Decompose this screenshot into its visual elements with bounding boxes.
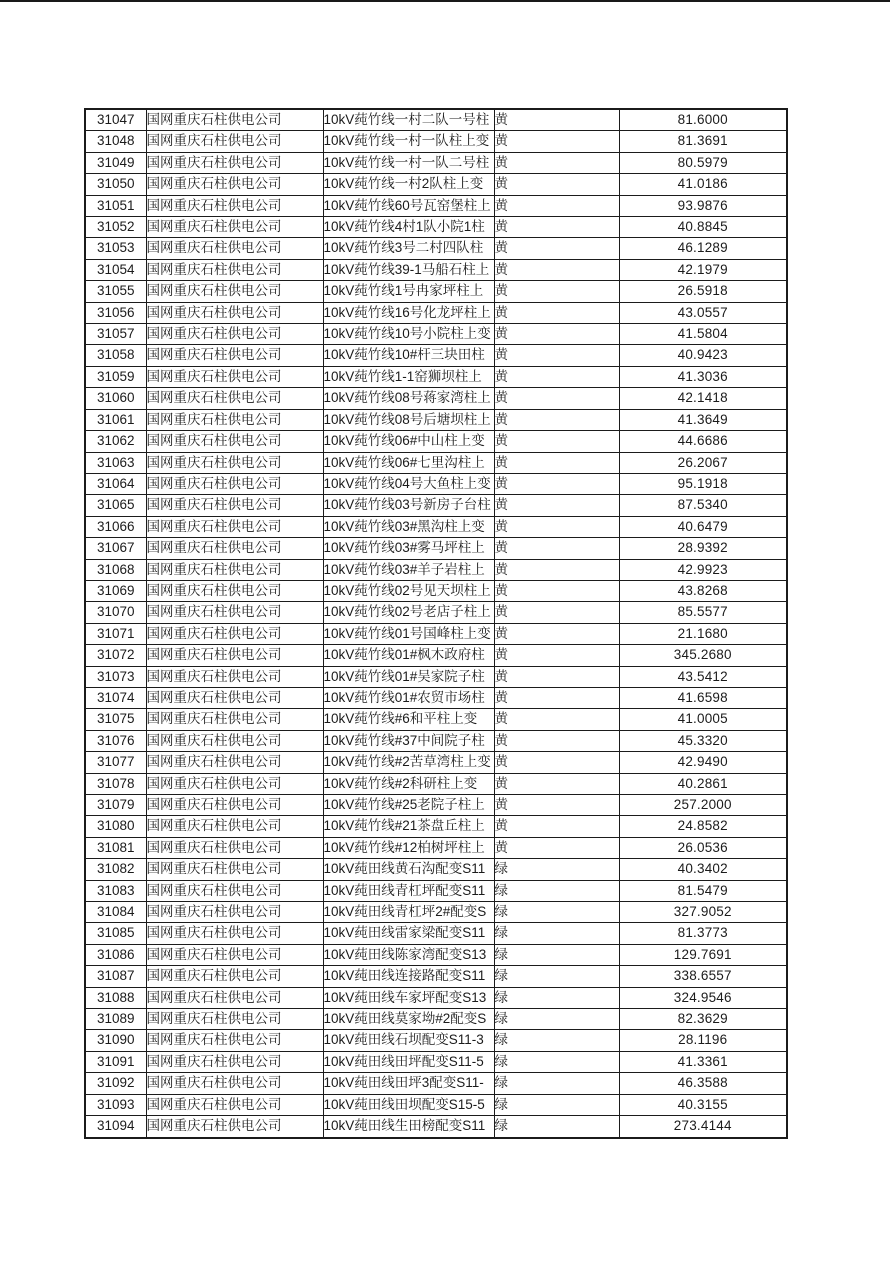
table-row	[85, 174, 787, 195]
cell-color-flag: 黄	[494, 516, 619, 537]
cell-row-id: 31053	[85, 238, 146, 259]
cell-company: 国网重庆石柱供电公司	[146, 752, 323, 773]
cell-line-name: 10kV莼竹线16号化龙坪柱上	[323, 302, 494, 323]
cell-company: 国网重庆石柱供电公司	[146, 1030, 323, 1051]
table-row	[85, 944, 787, 965]
cell-row-id: 31063	[85, 452, 146, 473]
cell-color-flag: 黄	[494, 388, 619, 409]
cell-color-flag: 黄	[494, 580, 619, 601]
table-row	[85, 816, 787, 837]
table-row	[85, 452, 787, 473]
cell-company: 国网重庆石柱供电公司	[146, 388, 323, 409]
cell-company: 国网重庆石柱供电公司	[146, 623, 323, 644]
cell-company: 国网重庆石柱供电公司	[146, 1094, 323, 1115]
cell-line-name: 10kV莼竹线一村一队二号柱	[323, 152, 494, 173]
cell-row-id: 31078	[85, 773, 146, 794]
cell-line-name: 10kV莼田线生田榜配变S11	[323, 1116, 494, 1138]
cell-value: 273.4144	[619, 1116, 787, 1138]
cell-color-flag: 黄	[494, 623, 619, 644]
table-row	[85, 217, 787, 238]
cell-line-name: 10kV莼竹线02号老店子柱上	[323, 602, 494, 623]
data-table-body	[85, 109, 787, 1138]
cell-value: 42.9490	[619, 752, 787, 773]
cell-line-name: 10kV莼田线田坪3配变S11-	[323, 1073, 494, 1094]
cell-value: 40.9423	[619, 345, 787, 366]
cell-line-name: 10kV莼田线石坝配变S11-3	[323, 1030, 494, 1051]
cell-value: 40.6479	[619, 516, 787, 537]
cell-row-id: 31086	[85, 944, 146, 965]
table-row	[85, 109, 787, 131]
cell-row-id: 31093	[85, 1094, 146, 1115]
cell-color-flag: 黄	[494, 473, 619, 494]
cell-row-id: 31089	[85, 1009, 146, 1030]
cell-line-name: 10kV莼田线田坪配变S11-5	[323, 1051, 494, 1072]
cell-value: 45.3320	[619, 730, 787, 751]
cell-line-name: 10kV莼田线雷家梁配变S11	[323, 923, 494, 944]
cell-value: 28.9392	[619, 538, 787, 559]
cell-value: 41.3361	[619, 1051, 787, 1072]
cell-row-id: 31064	[85, 473, 146, 494]
cell-line-name: 10kV莼田线莫家坳#2配变S	[323, 1009, 494, 1030]
cell-line-name: 10kV莼竹线03号新房子台柱	[323, 495, 494, 516]
cell-company: 国网重庆石柱供电公司	[146, 217, 323, 238]
cell-row-id: 31057	[85, 324, 146, 345]
table-row	[85, 195, 787, 216]
table-row	[85, 1073, 787, 1094]
cell-row-id: 31047	[85, 109, 146, 131]
cell-color-flag: 黄	[494, 559, 619, 580]
table-row	[85, 923, 787, 944]
cell-value: 41.0186	[619, 174, 787, 195]
cell-line-name: 10kV莼竹线#2苦草湾柱上变	[323, 752, 494, 773]
cell-row-id: 31074	[85, 687, 146, 708]
cell-color-flag: 黄	[494, 773, 619, 794]
cell-color-flag: 黄	[494, 495, 619, 516]
cell-value: 345.2680	[619, 645, 787, 666]
cell-company: 国网重庆石柱供电公司	[146, 795, 323, 816]
cell-color-flag: 绿	[494, 880, 619, 901]
cell-row-id: 31070	[85, 602, 146, 623]
cell-row-id: 31069	[85, 580, 146, 601]
cell-company: 国网重庆石柱供电公司	[146, 281, 323, 302]
cell-row-id: 31058	[85, 345, 146, 366]
cell-line-name: 10kV莼竹线03#黑沟柱上变	[323, 516, 494, 537]
cell-line-name: 10kV莼竹线10号小院柱上变	[323, 324, 494, 345]
cell-value: 26.2067	[619, 452, 787, 473]
cell-company: 国网重庆石柱供电公司	[146, 687, 323, 708]
cell-color-flag: 黄	[494, 259, 619, 280]
table-row	[85, 1030, 787, 1051]
cell-value: 338.6557	[619, 966, 787, 987]
cell-color-flag: 黄	[494, 431, 619, 452]
table-row	[85, 388, 787, 409]
cell-row-id: 31051	[85, 195, 146, 216]
cell-color-flag: 黄	[494, 195, 619, 216]
cell-company: 国网重庆石柱供电公司	[146, 709, 323, 730]
cell-company: 国网重庆石柱供电公司	[146, 1073, 323, 1094]
cell-row-id: 31052	[85, 217, 146, 238]
cell-row-id: 31066	[85, 516, 146, 537]
cell-company: 国网重庆石柱供电公司	[146, 238, 323, 259]
cell-company: 国网重庆石柱供电公司	[146, 602, 323, 623]
cell-company: 国网重庆石柱供电公司	[146, 1009, 323, 1030]
cell-line-name: 10kV莼竹线01#枫木政府柱	[323, 645, 494, 666]
cell-line-name: 10kV莼田线车家坪配变S13	[323, 987, 494, 1008]
table-row	[85, 1094, 787, 1115]
cell-line-name: 10kV莼竹线08号蒋家湾柱上	[323, 388, 494, 409]
cell-line-name: 10kV莼竹线1-1窑狮坝柱上	[323, 366, 494, 387]
table-row	[85, 131, 787, 152]
cell-color-flag: 绿	[494, 1116, 619, 1138]
cell-value: 129.7691	[619, 944, 787, 965]
cell-value: 28.1196	[619, 1030, 787, 1051]
cell-row-id: 31055	[85, 281, 146, 302]
cell-line-name: 10kV莼田线连接路配变S11	[323, 966, 494, 987]
table-row	[85, 880, 787, 901]
cell-row-id: 31076	[85, 730, 146, 751]
cell-line-name: 10kV莼竹线39-1马船石柱上	[323, 259, 494, 280]
table-row	[85, 516, 787, 537]
cell-color-flag: 绿	[494, 1073, 619, 1094]
cell-company: 国网重庆石柱供电公司	[146, 923, 323, 944]
cell-color-flag: 黄	[494, 730, 619, 751]
cell-color-flag: 黄	[494, 452, 619, 473]
cell-value: 43.5412	[619, 666, 787, 687]
cell-line-name: 10kV莼田线田坝配变S15-5	[323, 1094, 494, 1115]
table-row	[85, 409, 787, 430]
table-row	[85, 238, 787, 259]
table-row	[85, 666, 787, 687]
cell-line-name: 10kV莼竹线#21茶盘丘柱上	[323, 816, 494, 837]
cell-color-flag: 黄	[494, 538, 619, 559]
cell-company: 国网重庆石柱供电公司	[146, 538, 323, 559]
cell-line-name: 10kV莼竹线01#吴家院子柱	[323, 666, 494, 687]
table-row	[85, 152, 787, 173]
cell-row-id: 31071	[85, 623, 146, 644]
table-row	[85, 580, 787, 601]
cell-color-flag: 黄	[494, 409, 619, 430]
cell-value: 95.1918	[619, 473, 787, 494]
cell-row-id: 31060	[85, 388, 146, 409]
cell-company: 国网重庆石柱供电公司	[146, 880, 323, 901]
cell-company: 国网重庆石柱供电公司	[146, 131, 323, 152]
cell-company: 国网重庆石柱供电公司	[146, 837, 323, 858]
cell-company: 国网重庆石柱供电公司	[146, 452, 323, 473]
cell-company: 国网重庆石柱供电公司	[146, 816, 323, 837]
cell-company: 国网重庆石柱供电公司	[146, 580, 323, 601]
cell-company: 国网重庆石柱供电公司	[146, 174, 323, 195]
cell-row-id: 31075	[85, 709, 146, 730]
cell-line-name: 10kV莼竹线#12柏树坪柱上	[323, 837, 494, 858]
cell-line-name: 10kV莼田线青杠坪2#配变S	[323, 902, 494, 923]
cell-line-name: 10kV莼竹线08号后塘坝柱上	[323, 409, 494, 430]
cell-row-id: 31085	[85, 923, 146, 944]
cell-row-id: 31072	[85, 645, 146, 666]
cell-value: 87.5340	[619, 495, 787, 516]
cell-line-name: 10kV莼竹线一村一队柱上变	[323, 131, 494, 152]
cell-line-name: 10kV莼竹线04号大鱼柱上变	[323, 473, 494, 494]
cell-value: 42.1418	[619, 388, 787, 409]
cell-line-name: 10kV莼竹线#6和平柱上变	[323, 709, 494, 730]
cell-company: 国网重庆石柱供电公司	[146, 666, 323, 687]
cell-company: 国网重庆石柱供电公司	[146, 966, 323, 987]
table-row	[85, 281, 787, 302]
cell-color-flag: 黄	[494, 666, 619, 687]
cell-value: 327.9052	[619, 902, 787, 923]
table-row	[85, 645, 787, 666]
cell-row-id: 31061	[85, 409, 146, 430]
table-row	[85, 859, 787, 880]
cell-row-id: 31056	[85, 302, 146, 323]
cell-line-name: 10kV莼竹线1号冉家坪柱上	[323, 281, 494, 302]
cell-line-name: 10kV莼竹线#37中间院子柱	[323, 730, 494, 751]
cell-row-id: 31092	[85, 1073, 146, 1094]
cell-row-id: 31054	[85, 259, 146, 280]
cell-color-flag: 黄	[494, 602, 619, 623]
table-row	[85, 1051, 787, 1072]
cell-value: 81.6000	[619, 109, 787, 131]
cell-company: 国网重庆石柱供电公司	[146, 109, 323, 131]
cell-line-name: 10kV莼竹线02号见天坝柱上	[323, 580, 494, 601]
cell-value: 26.0536	[619, 837, 787, 858]
table-row	[85, 730, 787, 751]
cell-line-name: 10kV莼竹线#25老院子柱上	[323, 795, 494, 816]
cell-value: 85.5577	[619, 602, 787, 623]
data-table	[84, 108, 788, 1139]
table-row	[85, 366, 787, 387]
cell-color-flag: 绿	[494, 1009, 619, 1030]
cell-value: 24.8582	[619, 816, 787, 837]
cell-color-flag: 黄	[494, 174, 619, 195]
cell-line-name: 10kV莼竹线#2科研柱上变	[323, 773, 494, 794]
cell-row-id: 31065	[85, 495, 146, 516]
cell-color-flag: 绿	[494, 923, 619, 944]
cell-value: 40.2861	[619, 773, 787, 794]
cell-row-id: 31079	[85, 795, 146, 816]
table-row	[85, 709, 787, 730]
table-row	[85, 302, 787, 323]
table-row	[85, 259, 787, 280]
cell-line-name: 10kV莼竹线一村2队柱上变	[323, 174, 494, 195]
table-row	[85, 495, 787, 516]
cell-company: 国网重庆石柱供电公司	[146, 516, 323, 537]
cell-line-name: 10kV莼竹线4村1队小院1柱	[323, 217, 494, 238]
cell-line-name: 10kV莼竹线06#七里沟柱上	[323, 452, 494, 473]
cell-color-flag: 绿	[494, 902, 619, 923]
page-top-edge-line	[0, 0, 890, 2]
cell-color-flag: 黄	[494, 302, 619, 323]
table-row	[85, 324, 787, 345]
cell-company: 国网重庆石柱供电公司	[146, 324, 323, 345]
cell-row-id: 31062	[85, 431, 146, 452]
table-row	[85, 687, 787, 708]
table-row	[85, 966, 787, 987]
cell-value: 42.1979	[619, 259, 787, 280]
table-row	[85, 902, 787, 923]
cell-color-flag: 黄	[494, 366, 619, 387]
cell-value: 257.2000	[619, 795, 787, 816]
cell-company: 国网重庆石柱供电公司	[146, 1051, 323, 1072]
cell-row-id: 31049	[85, 152, 146, 173]
cell-color-flag: 黄	[494, 645, 619, 666]
cell-value: 26.5918	[619, 281, 787, 302]
cell-company: 国网重庆石柱供电公司	[146, 559, 323, 580]
cell-value: 43.0557	[619, 302, 787, 323]
cell-color-flag: 绿	[494, 1030, 619, 1051]
table-row	[85, 345, 787, 366]
cell-color-flag: 黄	[494, 345, 619, 366]
cell-company: 国网重庆石柱供电公司	[146, 345, 323, 366]
cell-value: 40.3155	[619, 1094, 787, 1115]
cell-line-name: 10kV莼田线黄石沟配变S11	[323, 859, 494, 880]
cell-company: 国网重庆石柱供电公司	[146, 730, 323, 751]
cell-row-id: 31094	[85, 1116, 146, 1138]
table-row	[85, 987, 787, 1008]
cell-value: 44.6686	[619, 431, 787, 452]
cell-color-flag: 绿	[494, 1051, 619, 1072]
cell-value: 324.9546	[619, 987, 787, 1008]
cell-color-flag: 黄	[494, 217, 619, 238]
cell-value: 41.3036	[619, 366, 787, 387]
cell-company: 国网重庆石柱供电公司	[146, 366, 323, 387]
cell-color-flag: 黄	[494, 752, 619, 773]
cell-value: 41.0005	[619, 709, 787, 730]
cell-company: 国网重庆石柱供电公司	[146, 259, 323, 280]
cell-row-id: 31082	[85, 859, 146, 880]
cell-row-id: 31090	[85, 1030, 146, 1051]
cell-value: 46.1289	[619, 238, 787, 259]
cell-row-id: 31068	[85, 559, 146, 580]
cell-company: 国网重庆石柱供电公司	[146, 859, 323, 880]
cell-color-flag: 黄	[494, 131, 619, 152]
cell-line-name: 10kV莼竹线60号瓦窑堡柱上	[323, 195, 494, 216]
table-row	[85, 837, 787, 858]
table-row	[85, 473, 787, 494]
table-row	[85, 1116, 787, 1138]
table-row	[85, 773, 787, 794]
cell-line-name: 10kV莼田线陈家湾配变S13	[323, 944, 494, 965]
cell-company: 国网重庆石柱供电公司	[146, 473, 323, 494]
cell-line-name: 10kV莼竹线01#农贸市场柱	[323, 687, 494, 708]
table-row	[85, 559, 787, 580]
cell-value: 40.3402	[619, 859, 787, 880]
cell-company: 国网重庆石柱供电公司	[146, 944, 323, 965]
table-row	[85, 1009, 787, 1030]
table-row	[85, 795, 787, 816]
cell-company: 国网重庆石柱供电公司	[146, 987, 323, 1008]
cell-value: 93.9876	[619, 195, 787, 216]
cell-line-name: 10kV莼竹线一村二队一号柱	[323, 109, 494, 131]
cell-line-name: 10kV莼竹线01号国峰柱上变	[323, 623, 494, 644]
table-row	[85, 602, 787, 623]
cell-row-id: 31059	[85, 366, 146, 387]
cell-company: 国网重庆石柱供电公司	[146, 152, 323, 173]
cell-color-flag: 黄	[494, 816, 619, 837]
cell-row-id: 31080	[85, 816, 146, 837]
cell-row-id: 31073	[85, 666, 146, 687]
cell-color-flag: 绿	[494, 944, 619, 965]
cell-line-name: 10kV莼竹线3号二村四队柱	[323, 238, 494, 259]
cell-line-name: 10kV莼田线青杠坪配变S11	[323, 880, 494, 901]
cell-company: 国网重庆石柱供电公司	[146, 431, 323, 452]
cell-row-id: 31088	[85, 987, 146, 1008]
cell-row-id: 31083	[85, 880, 146, 901]
cell-color-flag: 黄	[494, 238, 619, 259]
cell-value: 81.3773	[619, 923, 787, 944]
cell-value: 41.6598	[619, 687, 787, 708]
cell-value: 21.1680	[619, 623, 787, 644]
cell-company: 国网重庆石柱供电公司	[146, 302, 323, 323]
cell-color-flag: 黄	[494, 687, 619, 708]
table-row	[85, 431, 787, 452]
cell-row-id: 31087	[85, 966, 146, 987]
cell-line-name: 10kV莼竹线10#杆三块田柱	[323, 345, 494, 366]
cell-color-flag: 黄	[494, 152, 619, 173]
cell-color-flag: 绿	[494, 1094, 619, 1115]
cell-value: 82.3629	[619, 1009, 787, 1030]
table-row	[85, 538, 787, 559]
cell-company: 国网重庆石柱供电公司	[146, 495, 323, 516]
cell-row-id: 31077	[85, 752, 146, 773]
cell-company: 国网重庆石柱供电公司	[146, 1116, 323, 1138]
cell-row-id: 31091	[85, 1051, 146, 1072]
table-row	[85, 752, 787, 773]
cell-company: 国网重庆石柱供电公司	[146, 773, 323, 794]
cell-color-flag: 绿	[494, 966, 619, 987]
cell-row-id: 31050	[85, 174, 146, 195]
cell-company: 国网重庆石柱供电公司	[146, 645, 323, 666]
cell-color-flag: 黄	[494, 281, 619, 302]
cell-value: 81.3691	[619, 131, 787, 152]
cell-company: 国网重庆石柱供电公司	[146, 902, 323, 923]
table-row	[85, 623, 787, 644]
cell-color-flag: 绿	[494, 987, 619, 1008]
cell-value: 80.5979	[619, 152, 787, 173]
cell-line-name: 10kV莼竹线03#羊子岩柱上	[323, 559, 494, 580]
cell-color-flag: 绿	[494, 859, 619, 880]
cell-value: 81.5479	[619, 880, 787, 901]
cell-value: 42.9923	[619, 559, 787, 580]
cell-row-id: 31067	[85, 538, 146, 559]
cell-color-flag: 黄	[494, 795, 619, 816]
cell-line-name: 10kV莼竹线03#雾马坪柱上	[323, 538, 494, 559]
cell-row-id: 31081	[85, 837, 146, 858]
cell-value: 41.3649	[619, 409, 787, 430]
cell-company: 国网重庆石柱供电公司	[146, 195, 323, 216]
cell-value: 46.3588	[619, 1073, 787, 1094]
cell-company: 国网重庆石柱供电公司	[146, 409, 323, 430]
cell-row-id: 31084	[85, 902, 146, 923]
cell-color-flag: 黄	[494, 324, 619, 345]
cell-value: 41.5804	[619, 324, 787, 345]
cell-value: 40.8845	[619, 217, 787, 238]
cell-color-flag: 黄	[494, 837, 619, 858]
cell-color-flag: 黄	[494, 109, 619, 131]
cell-line-name: 10kV莼竹线06#中山柱上变	[323, 431, 494, 452]
cell-color-flag: 黄	[494, 709, 619, 730]
cell-row-id: 31048	[85, 131, 146, 152]
cell-value: 43.8268	[619, 580, 787, 601]
